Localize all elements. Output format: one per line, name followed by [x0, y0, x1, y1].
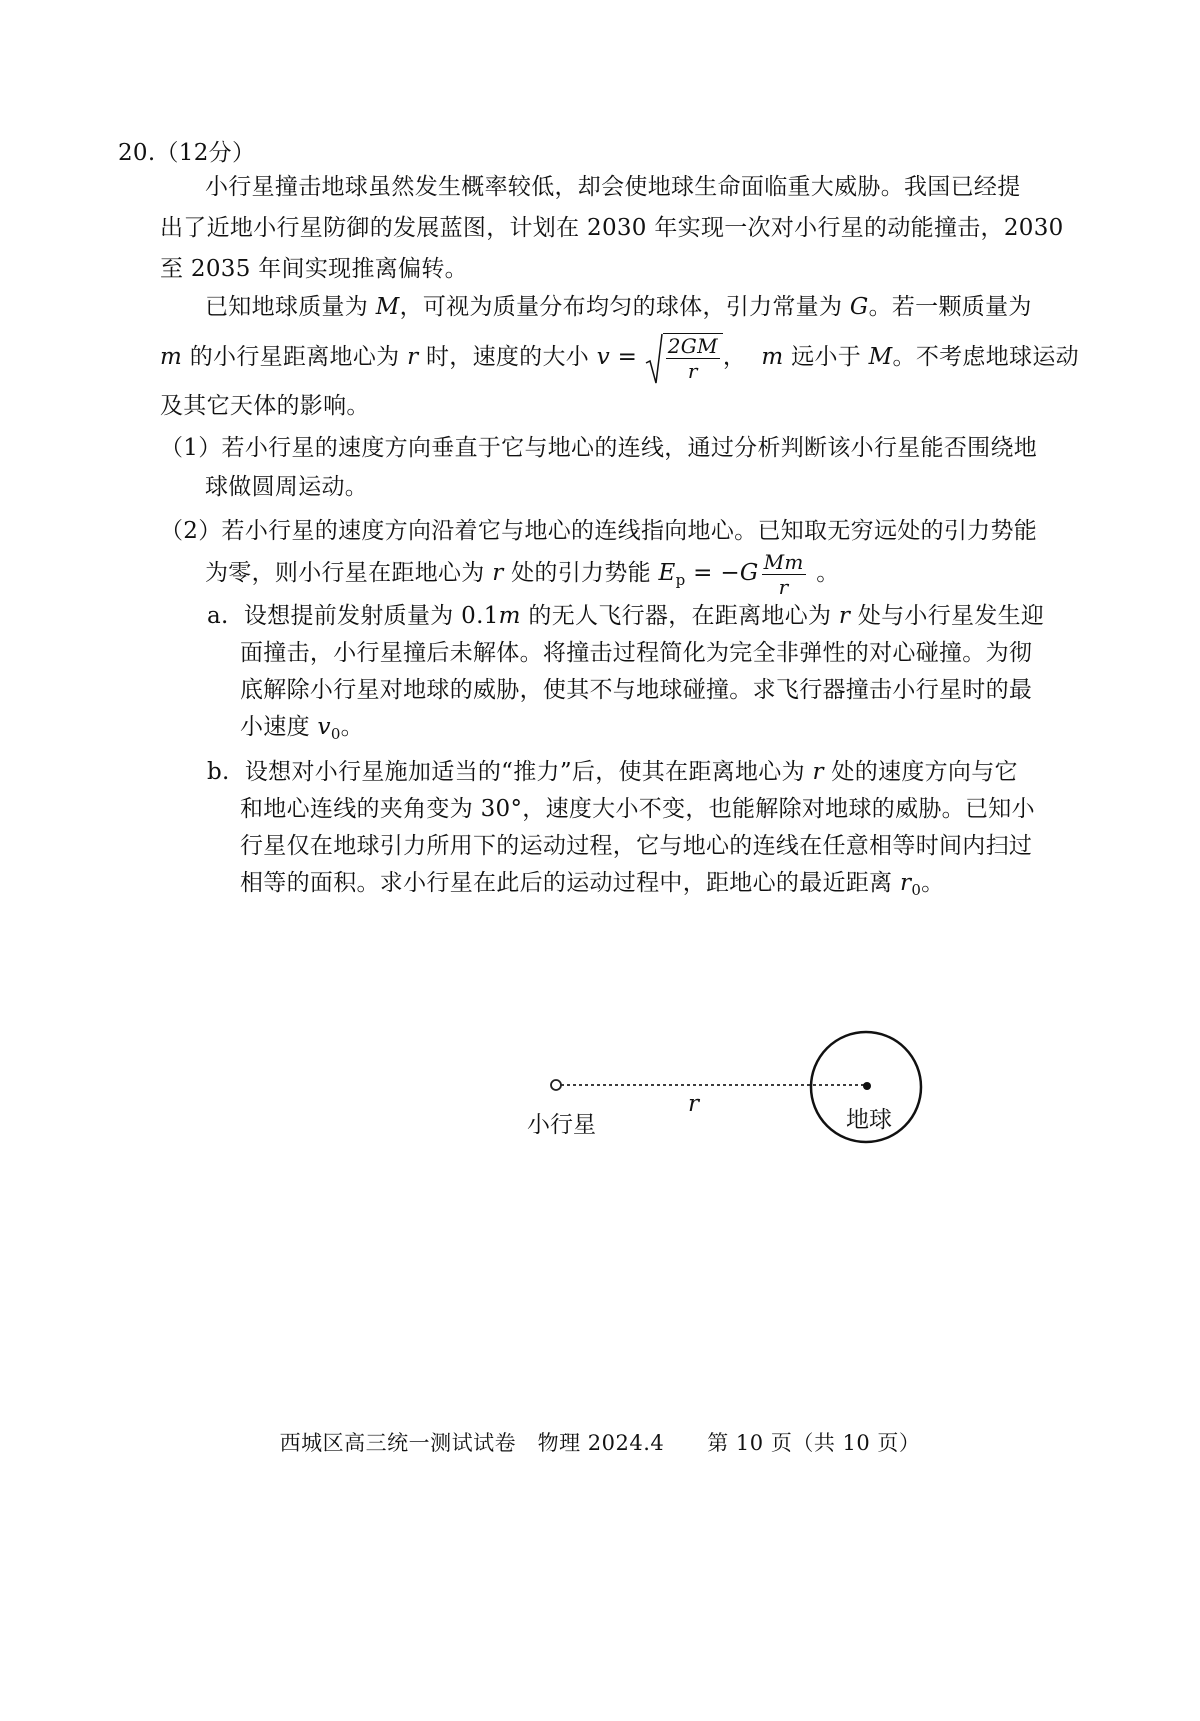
text: 已知地球质量为	[205, 294, 376, 320]
subscript-0: 0	[911, 881, 922, 899]
var-M: M	[375, 294, 400, 320]
question-header: 20.（12分）	[118, 140, 256, 166]
intro-line-1: 小行星撞击地球虽然发生概率较低，却会使地球生命面临重大威胁。我国已经提	[205, 174, 1021, 200]
fraction-numerator: Mm	[763, 549, 804, 574]
part1-label: （1）	[160, 435, 222, 461]
text: 。	[340, 714, 364, 740]
text: 远小于	[783, 344, 869, 370]
text: 处的速度方向与它	[823, 759, 1018, 785]
text: ，	[722, 344, 747, 370]
var-m: m	[498, 603, 521, 629]
var-m: m	[160, 344, 183, 370]
part1-line-2: 球做圆周运动。	[205, 474, 369, 500]
text: = −G	[685, 560, 759, 586]
earth-label: 地球	[846, 1107, 892, 1133]
var-r: r	[812, 759, 824, 785]
part-a-line-2: 面撞击，小行星撞后未解体。将撞击过程简化为完全非弹性的对心碰撞。为彻	[240, 640, 1033, 666]
part-b-label: b.	[207, 759, 230, 785]
part2-label: （2）	[160, 518, 222, 544]
text: 设想对小行星施加适当的“推力”后，使其在距离地心为	[244, 759, 813, 785]
text: 处的引力势能	[503, 560, 659, 586]
var-r: r	[900, 870, 912, 896]
var-r: r	[838, 603, 851, 629]
var-G: G	[849, 294, 869, 320]
fraction-denominator: r	[687, 359, 698, 383]
text: ，可视为质量分布均匀的球体，引力常量为	[399, 294, 850, 320]
var-r: r	[407, 344, 419, 370]
text: 。	[808, 560, 840, 586]
subscript-p: p	[675, 571, 686, 589]
text: 时，速度的大小	[418, 344, 597, 370]
fraction-numerator: 2GM	[667, 334, 718, 358]
text: 若小行星的速度方向沿着它与地心的连线指向地心。已知取无穷远处的引力势能	[221, 518, 1038, 544]
var-m: m	[761, 344, 784, 370]
asteroid-label: 小行星	[527, 1112, 596, 1138]
text: 若小行星的速度方向垂直于它与地心的连线，通过分析判断该小行星能否围绕地	[221, 435, 1038, 461]
text: 相等的面积。求小行星在此后的运动过程中，距地心的最近距离	[240, 870, 901, 896]
text: 设想提前发射质量为 0.1	[243, 603, 499, 629]
text: =	[609, 344, 645, 370]
text: 处与小行星发生迎	[850, 603, 1045, 629]
text: 。若一颗质量为	[868, 294, 1032, 320]
part-b-line-3: 行星仅在地球引力所用下的运动过程，它与地心的连线在任意相等时间内扫过	[240, 833, 1033, 859]
part-a-label: a.	[207, 603, 229, 629]
text: 。不考虑地球运动	[892, 344, 1079, 370]
text: 的无人飞行器，在距离地心为	[520, 603, 839, 629]
text: 。	[921, 870, 945, 896]
part-a-line-3: 底解除小行星对地球的威胁，使其不与地球碰撞。求飞行器撞击小行星时的最	[240, 677, 1033, 703]
text: 小速度	[240, 714, 318, 740]
fraction-denominator: r	[778, 574, 789, 599]
intro-line-3: 至 2035 年间实现推离偏转。	[160, 256, 468, 282]
text: 的小行星距离地心为	[182, 344, 408, 370]
var-v: v	[317, 714, 331, 740]
known-line-3: 及其它天体的影响。	[160, 393, 370, 419]
subscript-0: 0	[330, 725, 341, 743]
intro-line-2: 出了近地小行星防御的发展蓝图，计划在 2030 年实现一次对小行星的动能撞击，2030	[160, 215, 1064, 241]
part-b-line-2: 和地心连线的夹角变为 30°，速度大小不变，也能解除对地球的威胁。已知小	[240, 796, 1035, 822]
text: 为零，则小行星在距地心为	[205, 560, 493, 586]
page-footer: 西城区高三统一测试试卷 物理 2024.4 第 10 页（共 10 页）	[279, 1431, 921, 1455]
var-E: E	[658, 560, 676, 586]
distance-label: r	[688, 1091, 699, 1117]
var-M: M	[868, 344, 893, 370]
asteroid-marker	[551, 1080, 561, 1090]
var-v: v	[596, 344, 610, 370]
var-r: r	[492, 560, 504, 586]
earth-center-dot	[863, 1082, 871, 1090]
